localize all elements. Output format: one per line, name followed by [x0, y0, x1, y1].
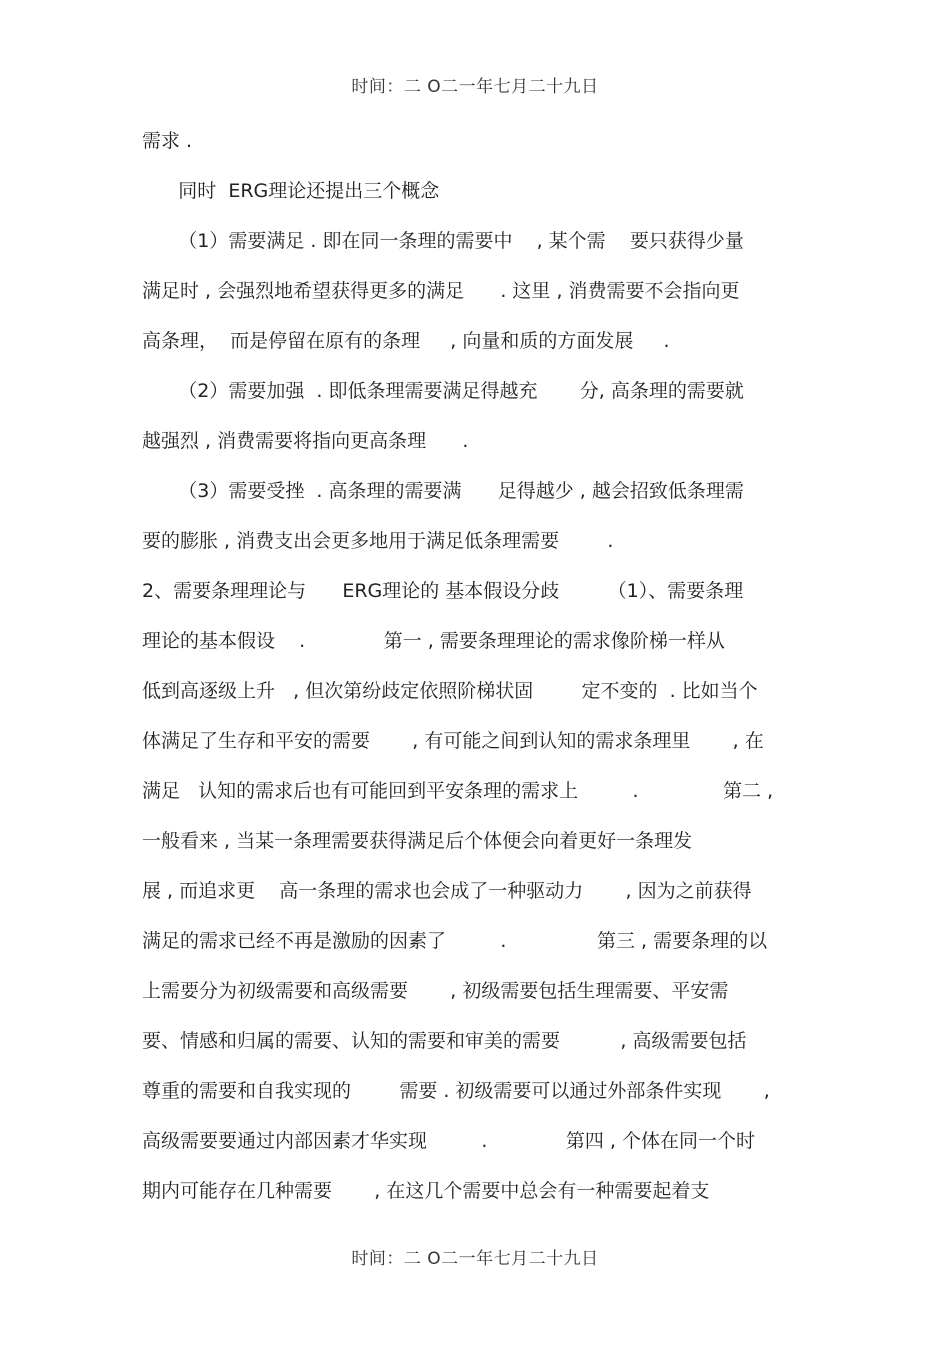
text-line: 上需要分为初级需要和高级需要 , 初级需要包括生理需要、平安需 — [142, 980, 729, 1002]
page-header: 时间：二 O二一年七月二十九日 — [351, 77, 599, 97]
text-line: 同时 ERG理论还提出三个概念 — [142, 180, 440, 202]
text-line: 尊重的需要和自我实现的 需要 . 初级需要可以通过外部条件实现 , — [142, 1080, 770, 1102]
text-line: 一般看来 , 当某一条理需要获得满足后个体便会向着更好一条理发 — [142, 830, 693, 852]
text-line: 高条理， 而是停留在原有的条理 , 向量和质的方面发展 . — [142, 330, 670, 352]
text-line: 需求 . — [142, 130, 193, 152]
text-line: 展 , 而追求更 高一条理的需求也会成了一种驱动力 , 因为之前获得 — [142, 880, 752, 902]
text-line: 高级需要要通过内部因素才华实现 . 第四 , 个体在同一个时 — [142, 1130, 756, 1152]
text-line: 满足时 , 会强烈地希望获得更多的满足 . 这里 , 消费需要不会指向更 — [142, 280, 740, 302]
text-line: 越强烈 , 消费需要将指向更高条理 . — [142, 430, 469, 452]
text-line: 2、需要条理理论与 ERG理论的 基本假设分歧 （1）、需要条理 — [142, 580, 744, 602]
text-line: 满足的需求已经不再是激励的因素了 . 第三 , 需要条理的以 — [142, 930, 768, 952]
text-line: （1）需要满足 . 即在同一条理的需要中 , 某个需 要只获得少量 — [142, 230, 744, 252]
text-line: 体满足了生存和平安的需要 , 有可能之间到认知的需求条理里 , 在 — [142, 730, 764, 752]
text-line: 要的膨胀 , 消费支出会更多地用于满足低条理需要 . — [142, 530, 614, 552]
text-line: （3）需要受挫 . 高条理的需要满 足得越少 , 越会招致低条理需 — [142, 480, 744, 502]
text-line: （2）需要加强 . 即低条理需要满足得越充 分, 高条理的需要就 — [142, 380, 744, 402]
text-line: 期内可能存在几种需要 , 在这几个需要中总会有一种需要起着支 — [142, 1180, 710, 1202]
text-line: 满足 认知的需求后也有可能回到平安条理的需求上 . 第二 , — [142, 780, 774, 802]
text-line: 理论的基本假设 . 第一 , 需要条理理论的需求像阶梯一样从 — [142, 630, 725, 652]
text-line: 要、情感和归属的需要、认知的需要和审美的需要 , 高级需要包括 — [142, 1030, 747, 1052]
page-footer: 时间：二 O二一年七月二十九日 — [351, 1249, 599, 1269]
text-line: 低到高逐级上升 , 但次第纷歧定依照阶梯状固 定不变的 . 比如当个 — [142, 680, 758, 702]
